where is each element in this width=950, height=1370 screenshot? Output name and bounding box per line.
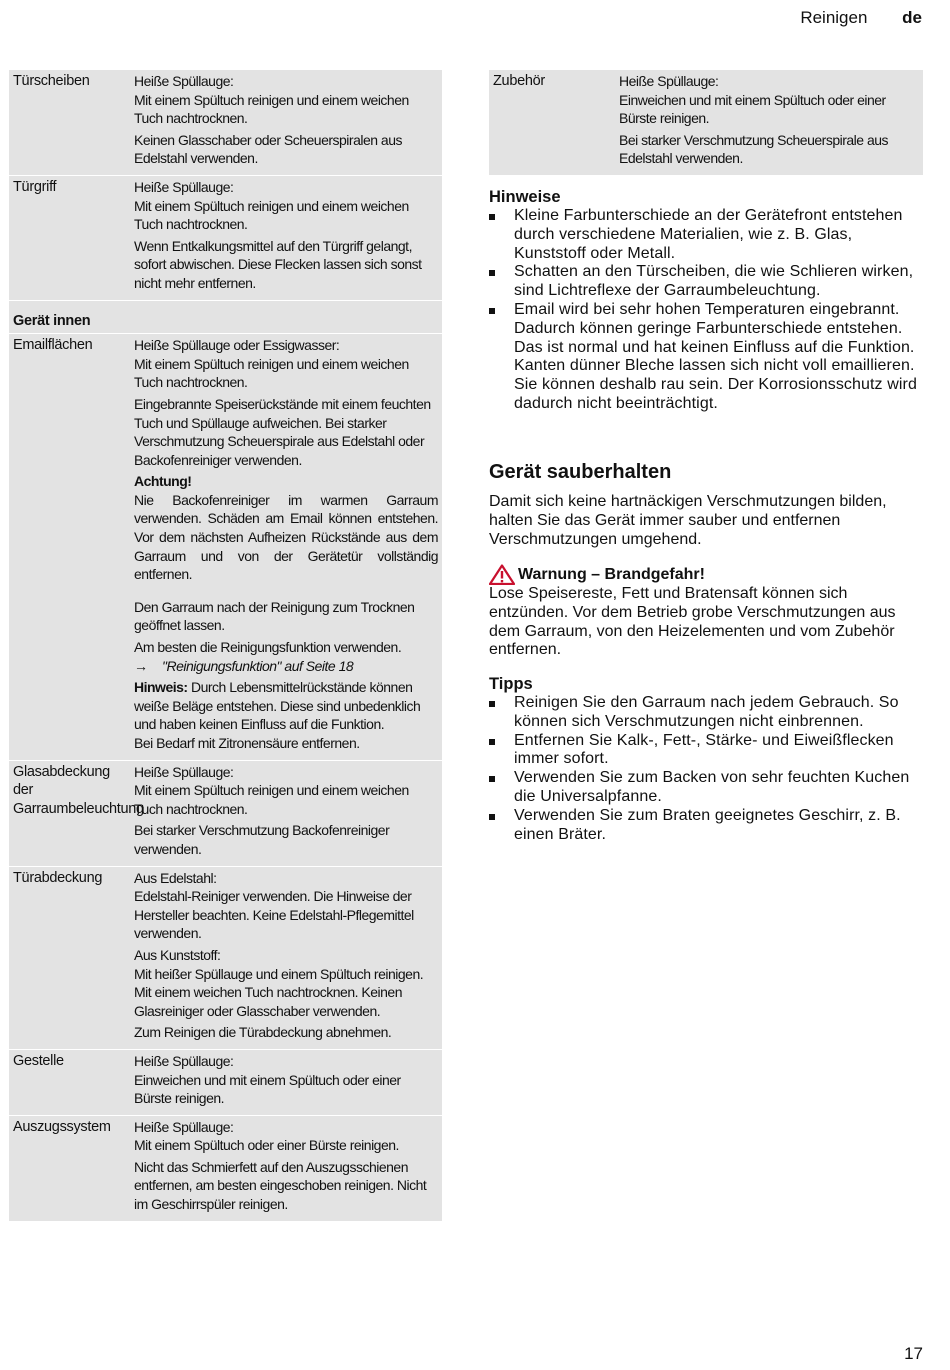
- list-item-text: Email wird bei sehr hohen Temperaturen eingebrannt. Dadurch können geringe Farbunterschiede entstehen. Das ist normal und hat keinen Einfluss auf die Funktion.: [514, 300, 915, 356]
- text-line: Keinen Glasschaber oder Scheuerspiralen aus Edelstahl verwenden.: [134, 131, 403, 167]
- list-item-extra: Kanten dünner Bleche lassen sich nicht voll emaillieren. Sie können deshalb rau sein. Der Korrosionsschutz wird dadurch nicht beeinträchtigt.: [514, 357, 917, 412]
- row-label: Auszugssystem: [13, 1118, 111, 1135]
- row-text: [130, 1116, 442, 1221]
- row-label: Emailflächen: [13, 337, 93, 354]
- text-line: Mit einem Spültuch reinigen und einem weichen Tuch nachtrocknen.: [134, 197, 409, 233]
- text-line: Einweichen und mit einem Spültuch oder einer Bürste reinigen.: [619, 91, 886, 127]
- hinweis-text: Durch Lebensmittelrückstände können weiße Beläge entstehen. Diese sind unbedenklich und haben keinen Einfluss auf die Funktion.: [134, 679, 421, 733]
- list-item: Verwenden Sie zum Backen von sehr feuchten Kuchen die Universalpfanne.: [489, 769, 925, 807]
- row-label: Türabdeckung: [13, 869, 103, 886]
- list-item: Schatten an den Türscheiben, die wie Schlieren wirken, sind Lichtreflexe der Garraumbeleuchtung.: [489, 263, 925, 301]
- text-line: Heiße Spüllauge:: [134, 1052, 234, 1069]
- text-line: Einweichen und mit einem Spültuch oder einer Bürste reinigen.: [134, 1071, 401, 1107]
- list-item: Verwenden Sie zum Braten geeignetes Geschirr, z. B. einen Bräter.: [489, 807, 925, 845]
- list-item: Entfernen Sie Kalk-, Fett-, Stärke- und Eiweißflecken immer sofort.: [489, 732, 925, 770]
- text-line: Mit einem Spültuch reinigen und einem weichen Tuch nachtrocknen.: [134, 355, 409, 391]
- warning-text: Lose Speisereste, Fett und Bratensaft können sich entzünden. Vor dem Betrieb grobe Verschmutzungen aus dem Garraum, von den Heizelementen und vom Zubehör entfernen.: [489, 585, 896, 659]
- text-line: Bei Bedarf mit Zitronensäure entfernen.: [134, 735, 360, 751]
- warning-triangle-icon: [489, 564, 515, 585]
- table-row: [9, 867, 442, 1050]
- list-item: Reinigen Sie den Garraum nach jedem Gebrauch. So können sich Verschmutzungen nicht einbrennen.: [489, 694, 925, 732]
- table-row: [9, 334, 442, 760]
- row-text: [130, 70, 442, 175]
- list-item: [489, 301, 925, 414]
- section-title: Reinigen: [800, 8, 868, 27]
- row-text: [130, 761, 442, 866]
- text-line: Heiße Spüllauge:: [134, 1118, 234, 1135]
- cleaning-table-right: [489, 70, 923, 175]
- table-row: [9, 70, 442, 176]
- row-label: Zubehör: [493, 73, 545, 89]
- text-line: Nicht das Schmierfett auf den Auszugsschienen entfernen, am besten eingeschoben reinigen. Nicht im Geschirrspüler reinigen.: [134, 1158, 427, 1213]
- warning-block: [489, 564, 925, 660]
- page-header: [800, 8, 922, 28]
- text-line: Mit einem Spültuch reinigen und einem weichen Tuch nachtrocknen.: [134, 782, 409, 817]
- text-line: Den Garraum nach der Reinigung zum Trocknen geöffnet lassen.: [134, 598, 415, 634]
- text-line: Heiße Spüllauge:: [134, 763, 234, 780]
- page-number: 17: [904, 1344, 923, 1363]
- row-text: [130, 334, 442, 759]
- table-row: [489, 70, 923, 175]
- text-line: Aus Kunststoff:: [134, 946, 221, 963]
- warning-title: [489, 564, 925, 585]
- text-line: Wenn Entkalkungsmittel auf den Türgriff gelangt, sofort abwischen. Diese Flecken lassen sich sonst nicht mehr entfernen.: [134, 237, 422, 291]
- hinweis-label: Hinweis:: [134, 679, 188, 696]
- row-text: [130, 176, 442, 300]
- warning-title-text: Warnung – Brandgefahr!: [518, 565, 705, 583]
- clean-section: [489, 460, 925, 549]
- arrow-right-icon: →: [134, 657, 148, 674]
- cross-reference: [134, 657, 438, 676]
- table-row: [9, 176, 442, 301]
- row-text: [130, 867, 442, 1049]
- text-line: Bei starker Verschmutzung Backofenreiniger verwenden.: [134, 822, 390, 857]
- text-line: Mit heißer Spüllauge und einem Spültuch reinigen. Mit einem weichen Tuch nachtrocknen. Keinen Glasreiniger oder Glasschaber verwenden.: [134, 965, 424, 1019]
- row-label: Türgriff: [13, 178, 57, 195]
- text-line: Zum Reinigen die Türabdeckung abnehmen.: [134, 1024, 392, 1041]
- cleaning-table-left: [9, 70, 442, 1221]
- hinweise-block: [489, 188, 925, 414]
- section-heading: Gerät sauberhalten: [489, 461, 672, 483]
- table-row: [9, 1050, 442, 1116]
- text-line: Heiße Spüllauge:: [619, 73, 719, 89]
- tipps-block: [489, 675, 925, 844]
- hinweis-note: [134, 678, 438, 734]
- text-line: Edelstahl-Reiniger verwenden. Die Hinweise der Hersteller beachten. Keine Edelstahl-Pflegemittel verwenden.: [134, 888, 414, 942]
- row-label: Gestelle: [13, 1052, 64, 1069]
- language-code: de: [902, 8, 922, 27]
- text-line: Aus Edelstahl:: [134, 869, 217, 886]
- text-line: Bei starker Verschmutzung Scheuerspirale aus Edelstahl verwenden.: [619, 131, 889, 167]
- table-section-row: [9, 301, 442, 335]
- text-line: Eingebrannte Speiserückstände mit einem feuchten Tuch und Spüllauge aufweichen. Bei starker Verschmutzung Scheuerspirale aus Edelstahl oder Backofenreiniger verwenden.: [134, 395, 431, 468]
- text-line: Mit einem Spültuch oder einer Bürste reinigen.: [134, 1137, 399, 1154]
- row-label: Glasabdeckung der Garraumbeleuchtung: [13, 763, 144, 817]
- text-line: Heiße Spüllauge:: [134, 73, 234, 89]
- text-line: Am besten die Reinigungsfunktion verwenden.: [134, 639, 402, 656]
- table-row: [9, 761, 442, 867]
- table-row: [9, 1116, 442, 1221]
- text-line: Heiße Spüllauge oder Essigwasser:: [134, 337, 340, 354]
- text-line: Heiße Spüllauge:: [134, 178, 234, 195]
- tipps-list: [489, 694, 925, 844]
- row-text: [130, 1050, 442, 1115]
- achtung-text: Nie Backofenreiniger im warmen Garraum verwenden. Schäden am Email können entstehen. Vor dem nächsten Aufheizen Rückstände aus dem Garraum und von der Gerätetür vollständig entfernen.: [134, 491, 438, 583]
- section-heading: Gerät innen: [13, 312, 91, 329]
- tipps-title: Tipps: [489, 675, 533, 693]
- list-item: Kleine Farbunterschiede an der Gerätefront entstehen durch verschiedene Materialien, wie z. B. Glas, Kunststoff oder Metall.: [489, 207, 925, 263]
- hinweise-list: [489, 207, 925, 414]
- hinweise-title: Hinweise: [489, 188, 561, 206]
- text-line: Mit einem Spültuch reinigen und einem weichen Tuch nachtrocknen.: [134, 91, 409, 127]
- reference-link[interactable]: "Reinigungsfunktion" auf Seite 18: [162, 657, 354, 674]
- achtung-title: Achtung!: [134, 473, 192, 490]
- row-text: [615, 70, 923, 175]
- section-text: Damit sich keine hartnäckigen Verschmutzungen bilden, halten Sie das Gerät immer sauber und entfernen Verschmutzungen umgehend.: [489, 493, 887, 548]
- row-label: Türscheiben: [13, 73, 90, 89]
